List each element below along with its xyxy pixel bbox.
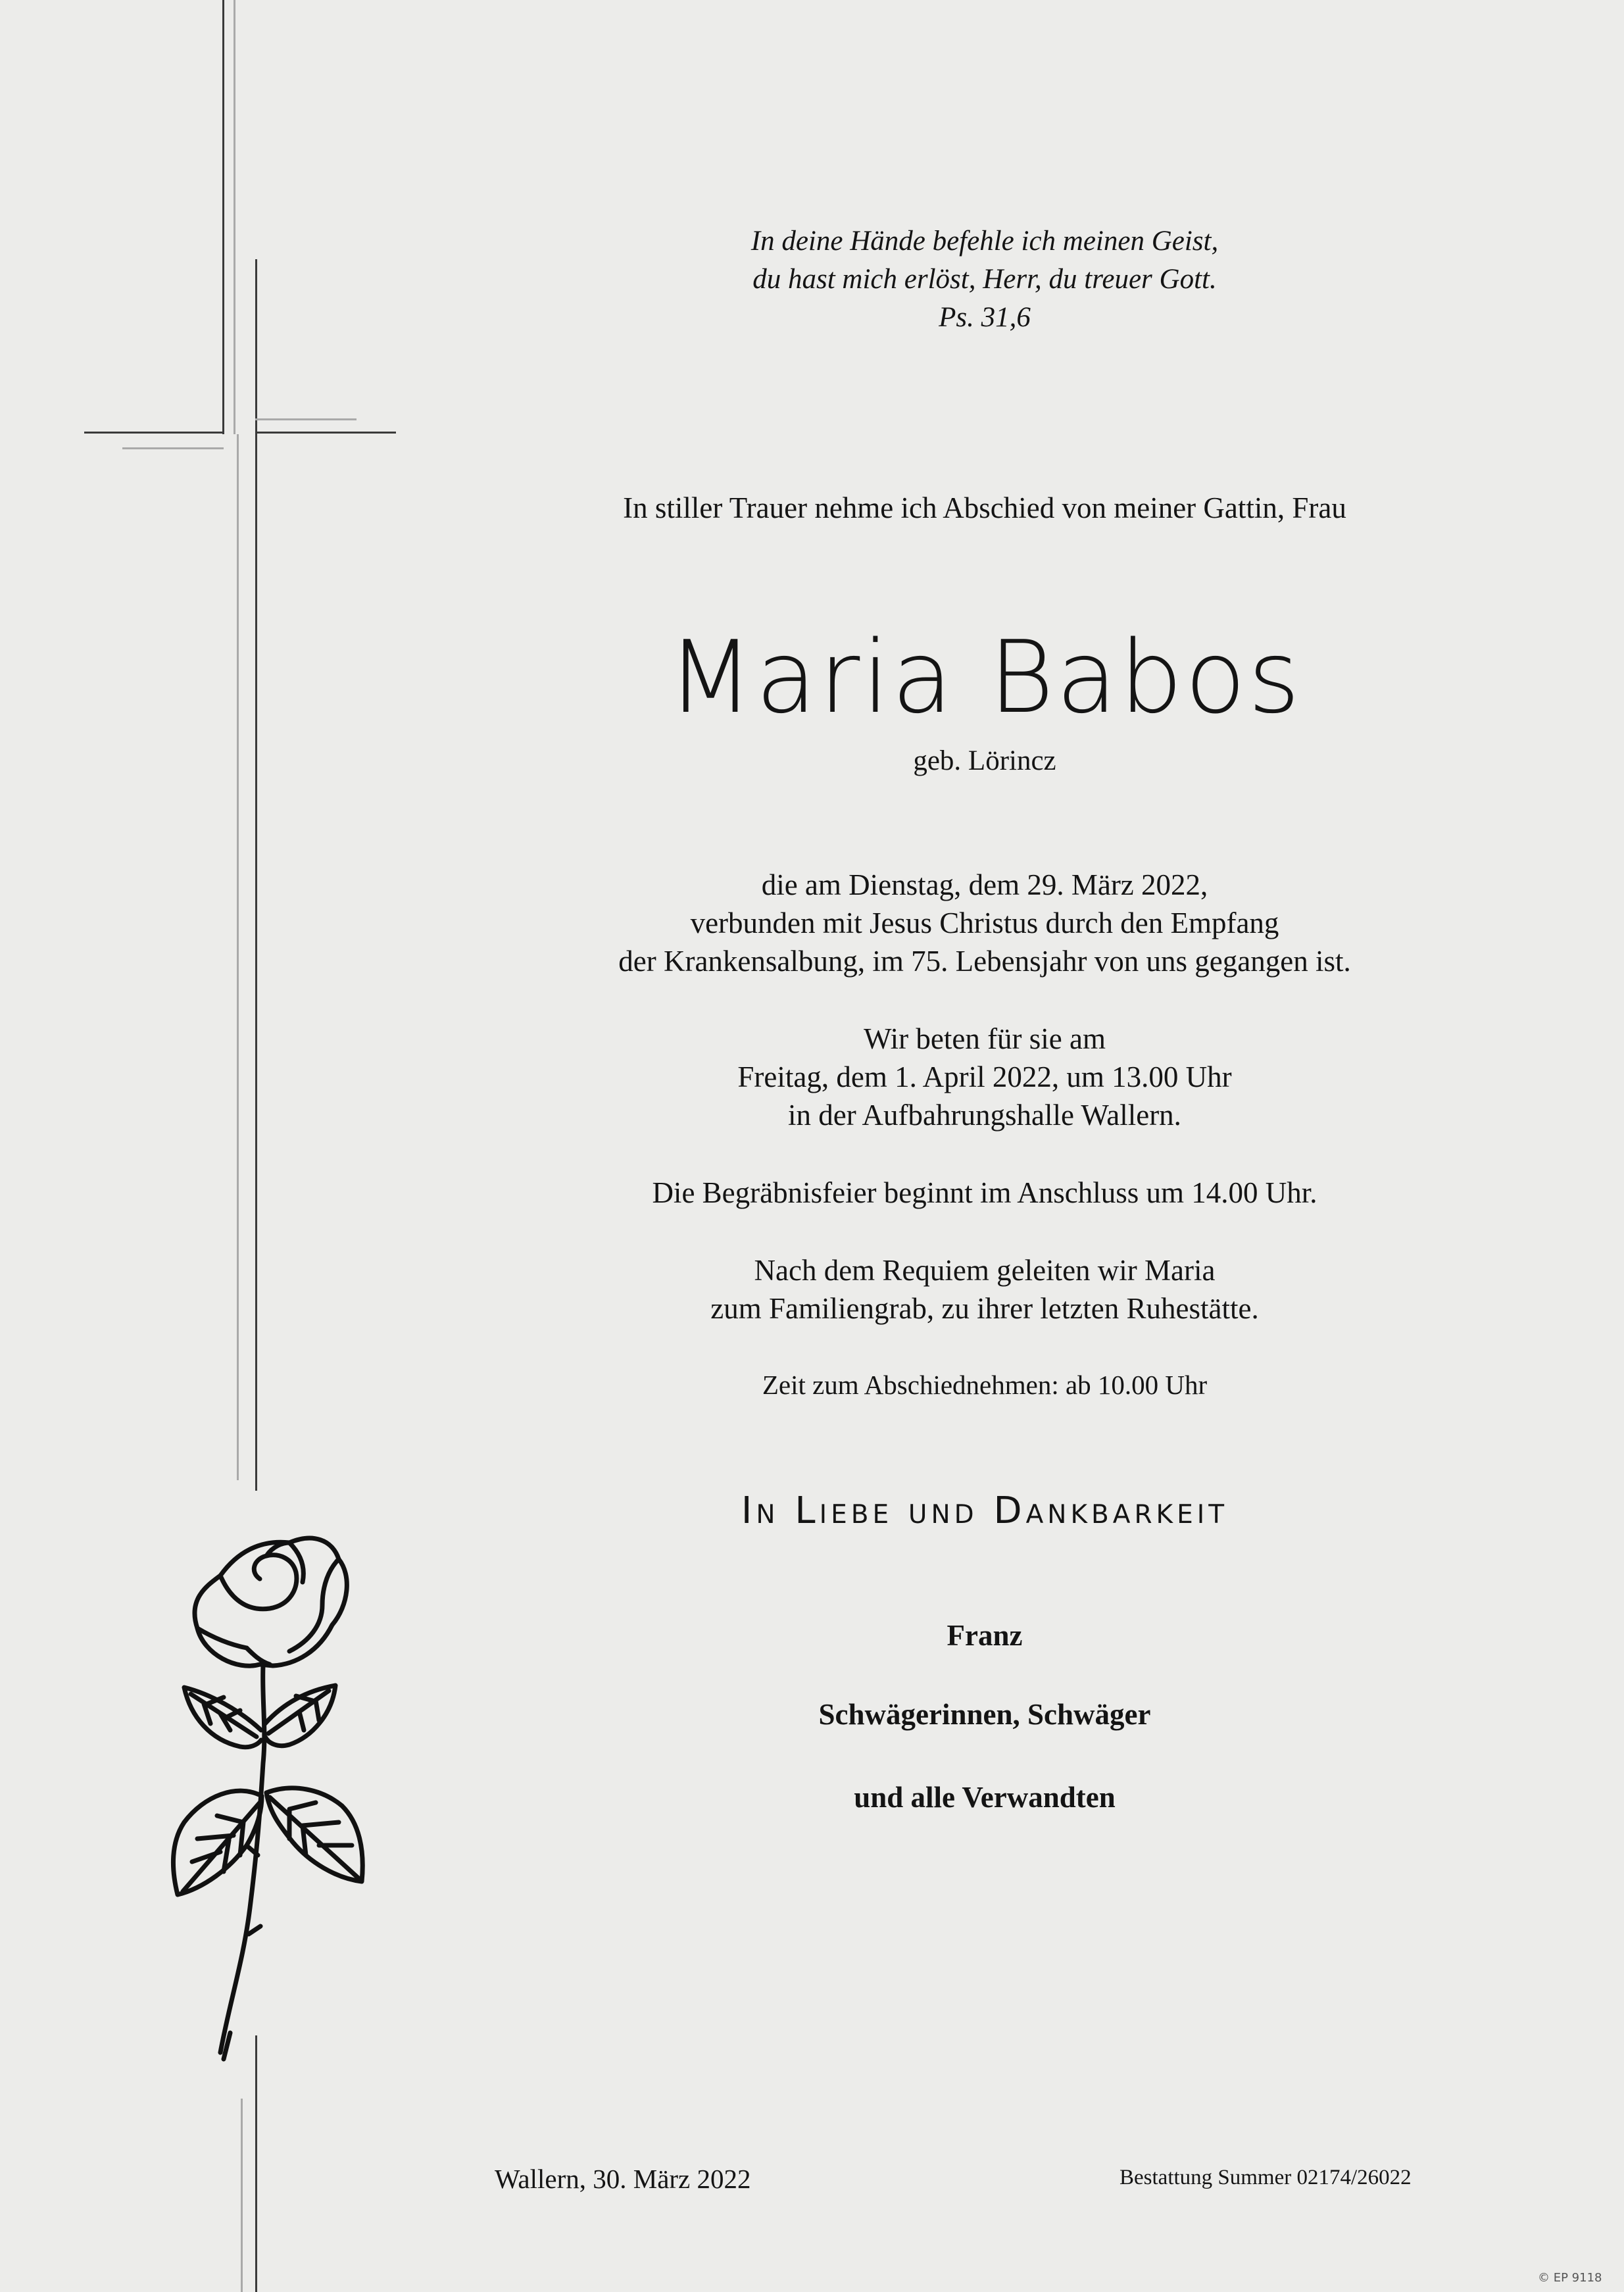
prayer-line: Wir beten für sie am [863, 1022, 1106, 1055]
verse-reference: Ps. 31,6 [939, 302, 1031, 333]
notice-line: der Krankensalbung, im 75. Lebensjahr von uns gegangen ist. [618, 945, 1351, 978]
mourner-relatives: und alle Verwandten [854, 1781, 1116, 1814]
verse-line: In deine Hände befehle ich meinen Geist, [750, 226, 1219, 257]
death-notice [567, 866, 1402, 980]
burial-line: zum Familiengrab, zu ihrer letzten Ruhestätte. [710, 1292, 1259, 1325]
place-date: Wallern, 30. März 2022 [495, 2164, 751, 2194]
notice-line: die am Dienstag, dem 29. März 2022, [761, 868, 1208, 901]
mourner-in-laws: Schwägerinnen, Schwäger [818, 1698, 1151, 1731]
burial-line: Nach dem Requiem geleiten wir Maria [754, 1254, 1216, 1287]
funeral-info: Die Begräbnisfeier beginnt im Anschluss um 14.00 Uhr. [652, 1176, 1317, 1209]
undertaker-info: Bestattung Summer 02174/26022 [1120, 2166, 1412, 2189]
prayer-line: Freitag, dem 1. April 2022, um 13.00 Uhr [737, 1060, 1232, 1093]
mourner-spouse: Franz [947, 1619, 1023, 1652]
rose-icon [132, 1513, 408, 2066]
farewell-time: Zeit zum Abschiednehmen: ab 10.00 Uhr [762, 1370, 1208, 1400]
birth-name: geb. Lörincz [913, 745, 1056, 776]
notice-line: verbunden mit Jesus Christus durch den Empfang [690, 907, 1279, 939]
bible-verse [567, 222, 1402, 337]
print-code: © EP 9118 [1538, 2271, 1602, 2285]
deceased-name: Maria Babos [667, 619, 1302, 735]
intro-text: In stiller Trauer nehme ich Abschied von meiner Gattin, Frau [623, 491, 1346, 524]
prayer-info [567, 1020, 1402, 1134]
verse-line: du hast mich erlöst, Herr, du treuer Gott. [752, 264, 1217, 295]
burial-info [567, 1251, 1402, 1328]
closing-phrase: In Liebe und Dankbarkeit [741, 1489, 1229, 1532]
prayer-line: in der Aufbahrungshalle Wallern. [788, 1099, 1181, 1132]
